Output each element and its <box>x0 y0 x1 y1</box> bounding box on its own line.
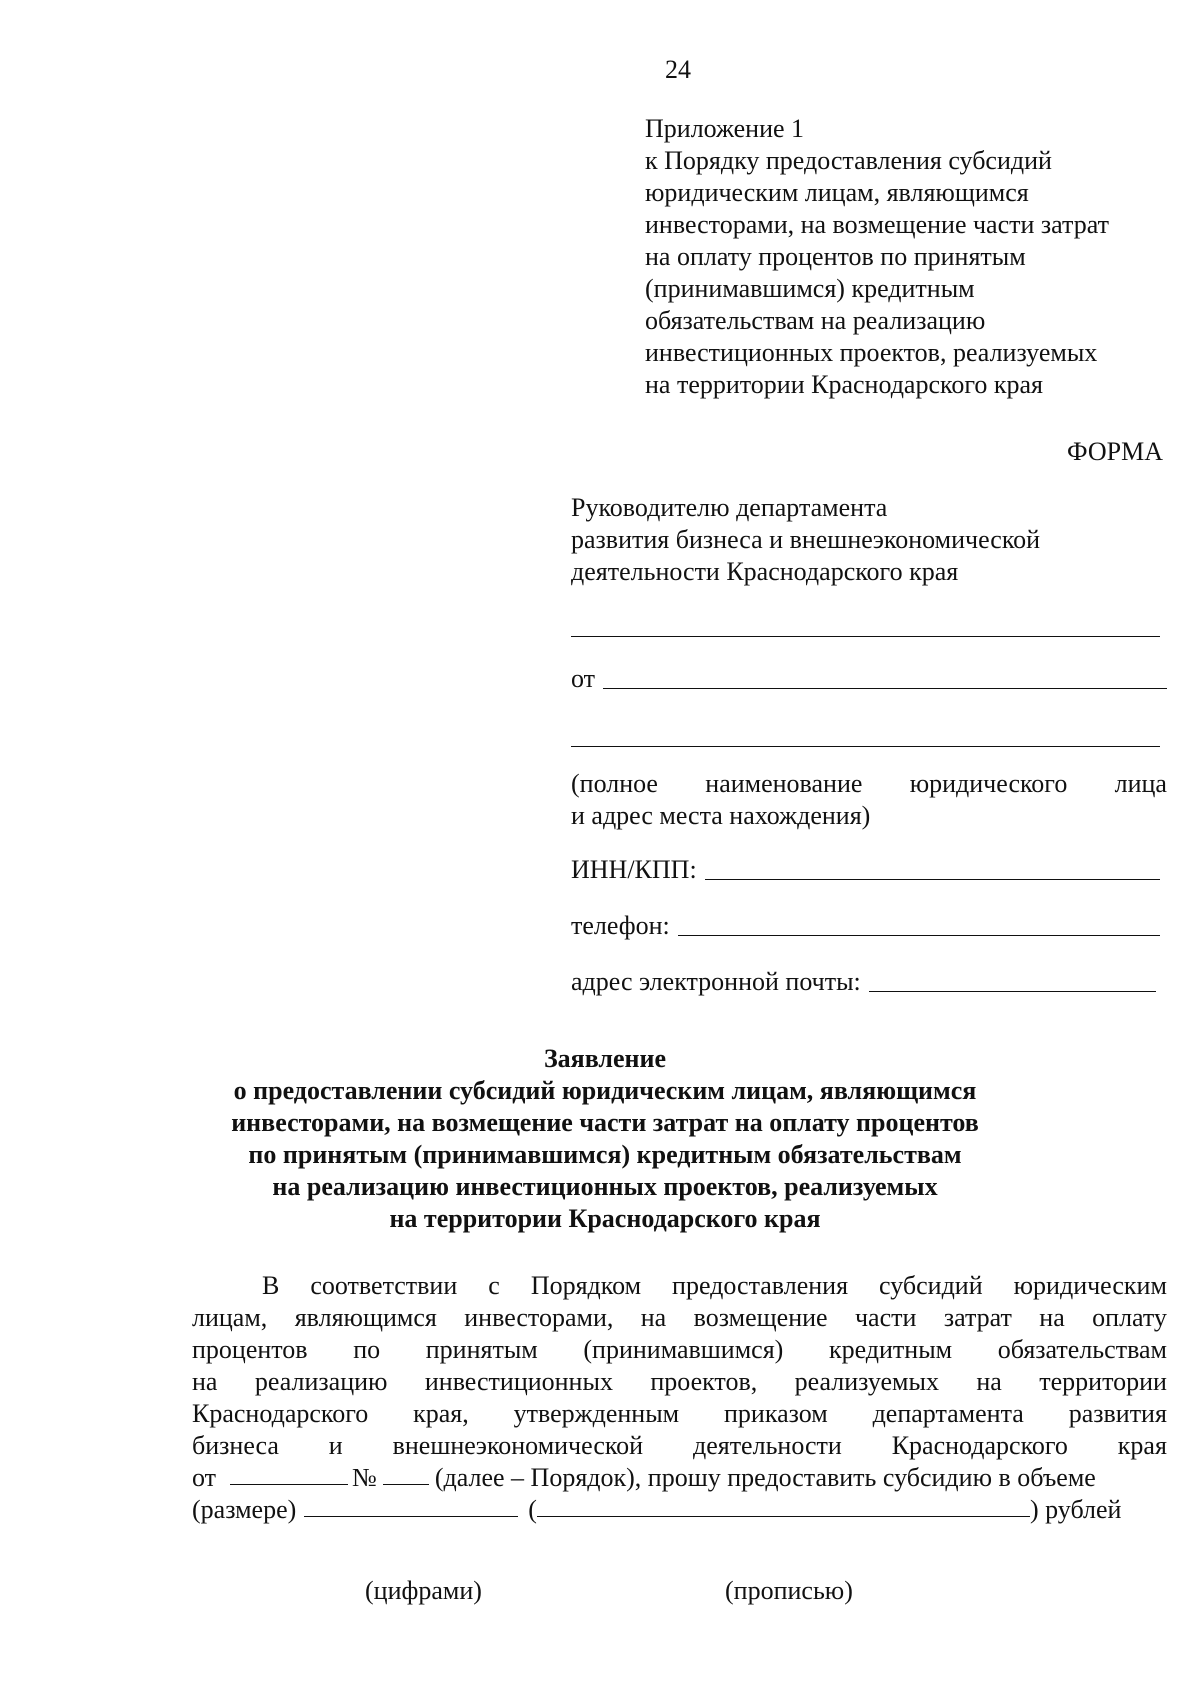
hint-word: наименование <box>705 769 863 798</box>
body-line: процентов по принятым (принимавшимся) кредитным обязательствам <box>192 1335 1167 1364</box>
phone-label: телефон: <box>571 911 670 940</box>
amount-open-paren: ( <box>528 1495 537 1524</box>
title-line: инвесторами, на возмещение части затрат на оплату процентов <box>231 1108 979 1137</box>
form-label: ФОРМА <box>1067 437 1163 466</box>
hint-word: (полное <box>571 769 658 798</box>
page-number: 24 <box>665 55 691 84</box>
from-input-line[interactable] <box>603 688 1167 689</box>
title-line: по принятым (принимавшимся) кредитным обязательствам <box>248 1140 962 1169</box>
addressee-line: развития бизнеса и внешнеэкономической <box>571 525 1041 554</box>
email-label: адрес электронной почты: <box>571 967 861 996</box>
phone-input-line[interactable] <box>678 935 1160 936</box>
title-line: о предоставлении субсидий юридическим лицам, являющимся <box>233 1076 977 1105</box>
annex-line: обязательствам на реализацию <box>645 306 986 335</box>
order-rest-text: (далее – Порядок), прошу предоставить субсидию в объеме <box>434 1463 1096 1492</box>
email-field[interactable] <box>571 966 1156 998</box>
application-body <box>192 1270 1167 1526</box>
annex-line: на оплату процентов по принятым <box>645 242 1026 271</box>
body-line: лицам, являющимся инвесторами, на возмещение части затрат на оплату <box>192 1303 1167 1332</box>
annex-line: юридическим лицам, являющимся <box>645 178 1029 207</box>
amount-size-label: (размере) <box>192 1495 297 1524</box>
from-field[interactable] <box>571 663 1167 695</box>
hint-word: лица <box>1114 769 1167 798</box>
body-line: на реализацию инвестиционных проектов, реализуемых на территории <box>192 1367 1167 1396</box>
title-line: Заявление <box>543 1044 667 1073</box>
under-digits-label: (цифрами) <box>365 1576 482 1605</box>
addressee-name-line[interactable] <box>571 636 1160 637</box>
annex-line: (принимавшимся) кредитным <box>645 274 975 303</box>
title-line: на территории Краснодарского края <box>389 1204 821 1233</box>
body-line-amount <box>192 1494 1167 1526</box>
amount-close-rubles: ) рублей <box>1029 1495 1122 1524</box>
addressee-line: деятельности Краснодарского края <box>571 557 959 586</box>
addressee-block <box>571 492 1171 588</box>
body-line: В соответствии с Порядком предоставления субсидий юридическим <box>262 1271 1167 1300</box>
order-number-blank[interactable] <box>383 1462 429 1485</box>
email-input-line[interactable] <box>869 991 1156 992</box>
order-from-label: от <box>192 1463 217 1492</box>
order-date-blank[interactable] <box>230 1462 348 1485</box>
annex-line: на территории Краснодарского края <box>645 370 1043 399</box>
phone-field[interactable] <box>571 910 1160 942</box>
annex-line: инвесторами, на возмещение части затрат <box>645 210 1109 239</box>
title-line: на реализацию инвестиционных проектов, реализуемых <box>272 1172 938 1201</box>
from-label: от <box>571 664 596 693</box>
inn-kpp-label: ИНН/КПП: <box>571 855 697 884</box>
amount-words-blank[interactable] <box>537 1494 1030 1517</box>
application-title <box>180 1043 1030 1235</box>
order-number-label: № <box>352 1463 377 1492</box>
amount-digits-blank[interactable] <box>304 1494 518 1517</box>
applicant-line[interactable] <box>571 746 1160 747</box>
annex-line: инвестиционных проектов, реализуемых <box>645 338 1098 367</box>
under-words-label: (прописью) <box>725 1576 853 1605</box>
annex-line: к Порядку предоставления субсидий <box>645 146 1052 175</box>
inn-kpp-field[interactable] <box>571 854 1160 886</box>
hint-line: и адрес места нахождения) <box>571 801 871 830</box>
annex-line: Приложение 1 <box>645 114 805 143</box>
inn-kpp-input-line[interactable] <box>705 879 1160 880</box>
addressee-line: Руководителю департамента <box>571 493 888 522</box>
applicant-hint <box>571 768 1167 832</box>
annex-block <box>645 113 1185 401</box>
body-line-order <box>192 1462 1167 1494</box>
body-line: Краснодарского края, утвержденным приказом департамента развития <box>192 1399 1167 1428</box>
hint-word: юридического <box>909 769 1068 798</box>
body-line: бизнеса и внешнеэкономической деятельности Краснодарского края <box>192 1431 1167 1460</box>
